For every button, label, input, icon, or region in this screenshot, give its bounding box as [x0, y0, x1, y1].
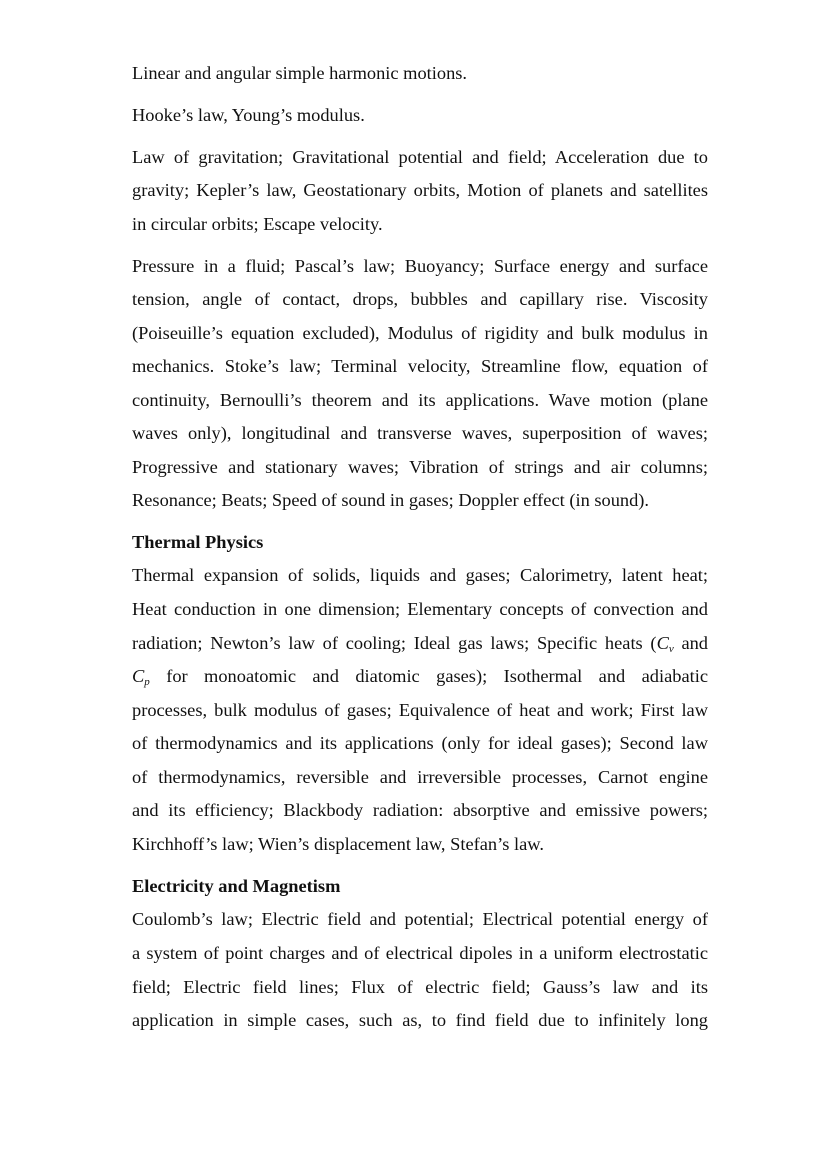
- math-subscript-p: p: [144, 676, 150, 688]
- thermal-line-9: Kirchhoff’s law; Wien’s displacement law, Stefan’s law.: [132, 834, 544, 854]
- paragraph-fluids-line-2: tension, angle of contact, drops, bubbles and capillary rise. Viscosity: [132, 289, 708, 309]
- electricity-line-4: application in simple cases, such as, to find field due to infinitely long: [132, 1010, 708, 1030]
- paragraph-shm-line-1: Linear and angular simple harmonic motions.: [132, 63, 468, 83]
- electricity-line-1: Coulomb’s law; Electric field and potential; Electrical potential energy of: [132, 909, 708, 929]
- math-symbol-cp: C: [132, 666, 145, 686]
- section-heading-electricity-magnetism: Electricity and Magnetism: [132, 876, 341, 896]
- paragraph-fluids-line-4: mechanics. Stoke’s law; Terminal velocity, Streamline flow, equation of: [132, 356, 708, 376]
- paragraph-elasticity-line-1: Hooke’s law, Young’s modulus.: [132, 105, 365, 125]
- paragraph-fluids-line-7: Progressive and stationary waves; Vibration of strings and air columns;: [132, 457, 708, 477]
- thermal-line-4: [132, 665, 708, 693]
- section-heading-thermal-physics: Thermal Physics: [132, 532, 264, 552]
- paragraph-fluids-line-1: Pressure in a fluid; Pascal’s law; Buoyancy; Surface energy and surface: [132, 256, 708, 276]
- electricity-line-3: field; Electric field lines; Flux of electric field; Gauss’s law and its: [132, 977, 708, 997]
- paragraph-fluids-line-5: continuity, Bernoulli’s theorem and its applications. Wave motion (plane: [132, 390, 708, 410]
- paragraph-gravitation-line-3: in circular orbits; Escape velocity.: [132, 214, 383, 234]
- thermal-line-7: of thermodynamics, reversible and irreversible processes, Carnot engine: [132, 767, 708, 787]
- paragraph-gravitation-line-2: gravity; Kepler’s law, Geostationary orbits, Motion of planets and satellites: [132, 180, 708, 200]
- electricity-line-2: a system of point charges and of electrical dipoles in a uniform electrostatic: [132, 943, 708, 963]
- thermal-line-5: processes, bulk modulus of gases; Equivalence of heat and work; First law: [132, 700, 708, 720]
- paragraph-fluids-line-3: (Poiseuille’s equation excluded), Modulus of rigidity and bulk modulus in: [132, 323, 708, 343]
- paragraph-gravitation-line-1: Law of gravitation; Gravitational potential and field; Acceleration due to: [132, 147, 708, 167]
- thermal-line-3-text: radiation; Newton’s law of cooling; Ideal gas laws; Specific heats (: [132, 633, 657, 653]
- paragraph-fluids-line-8: Resonance; Beats; Speed of sound in gases; Doppler effect (in sound).: [132, 490, 650, 510]
- thermal-line-4-text: for monoatomic and diatomic gases); Isothermal and adiabatic: [149, 666, 708, 686]
- thermal-line-2: Heat conduction in one dimension; Elementary concepts of convection and: [132, 599, 708, 619]
- thermal-line-1: Thermal expansion of solids, liquids and gases; Calorimetry, latent heat;: [132, 565, 708, 585]
- paragraph-fluids-line-6: waves only), longitudinal and transverse waves, superposition of waves;: [132, 423, 708, 443]
- thermal-line-8: and its efficiency; Blackbody radiation: absorptive and emissive powers;: [132, 800, 708, 820]
- math-symbol-cv: C: [656, 633, 669, 653]
- thermal-line-3: [132, 632, 708, 660]
- thermal-line-6: of thermodynamics and its applications (only for ideal gases); Second law: [132, 733, 708, 753]
- math-subscript-v: v: [668, 643, 674, 655]
- thermal-line-3-tail: and: [673, 633, 709, 653]
